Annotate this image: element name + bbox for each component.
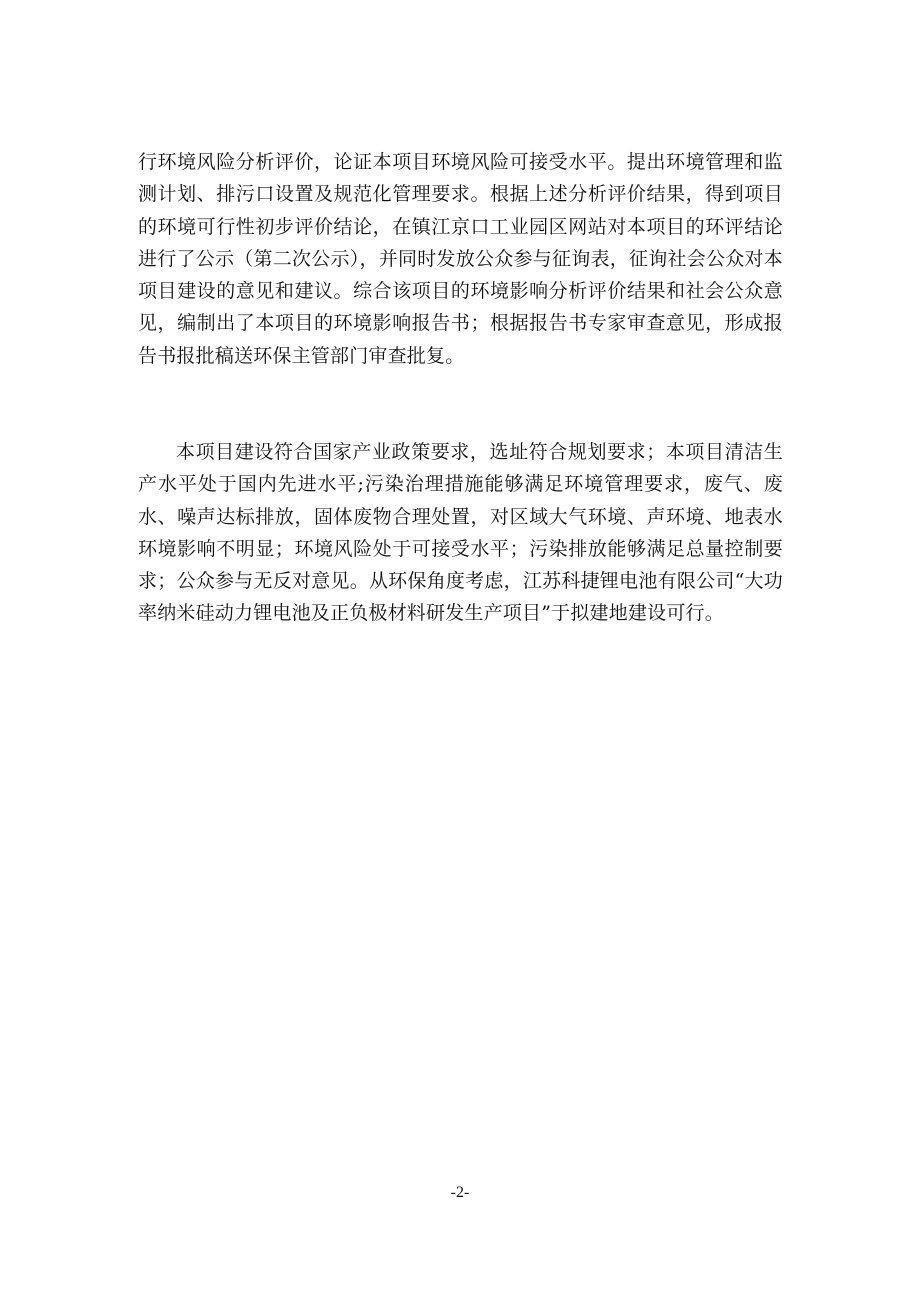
paragraph-continued: 行环境风险分析评价，论证本项目环境风险可接受水平。提出环境管理和监测计划、排污口设置及规范化管理要求。根据上述分析评价结果，得到项目的环境可行性初步评价结论，在镇江京口工业园区网站对本项目的环评结论进行了公示（第二次公示），并同时发放公众参与征询表，征询社会公众对本项目建设的意见和建议。综合该项目的环境影响分析评价结果和社会公众意见，编制出了本项目的环境影响报告书；根据报告书专家审查意见，形成报告书报批稿送环保主管部门审查批复。 [138,151,783,367]
paragraph-conclusion: 本项目建设符合国家产业政策要求，选址符合规划要求；本项目清洁生产水平处于国内先进水平;污染治理措施能够满足环境管理要求，废气、废水、噪声达标排放，固体废物合理处置，对区域大气环境、声环境、地表水环境影响不明显；环境风险处于可接受水平；污染排放能够满足总量控制要求；公众参与无反对意见。从环保角度考虑，江苏科捷锂电池有限公司“大功率纳米硅动力锂电池及正负极材料研发生产项目”于拟建地建设可行。 [138,441,783,625]
page-number: -2- [450,1184,470,1201]
